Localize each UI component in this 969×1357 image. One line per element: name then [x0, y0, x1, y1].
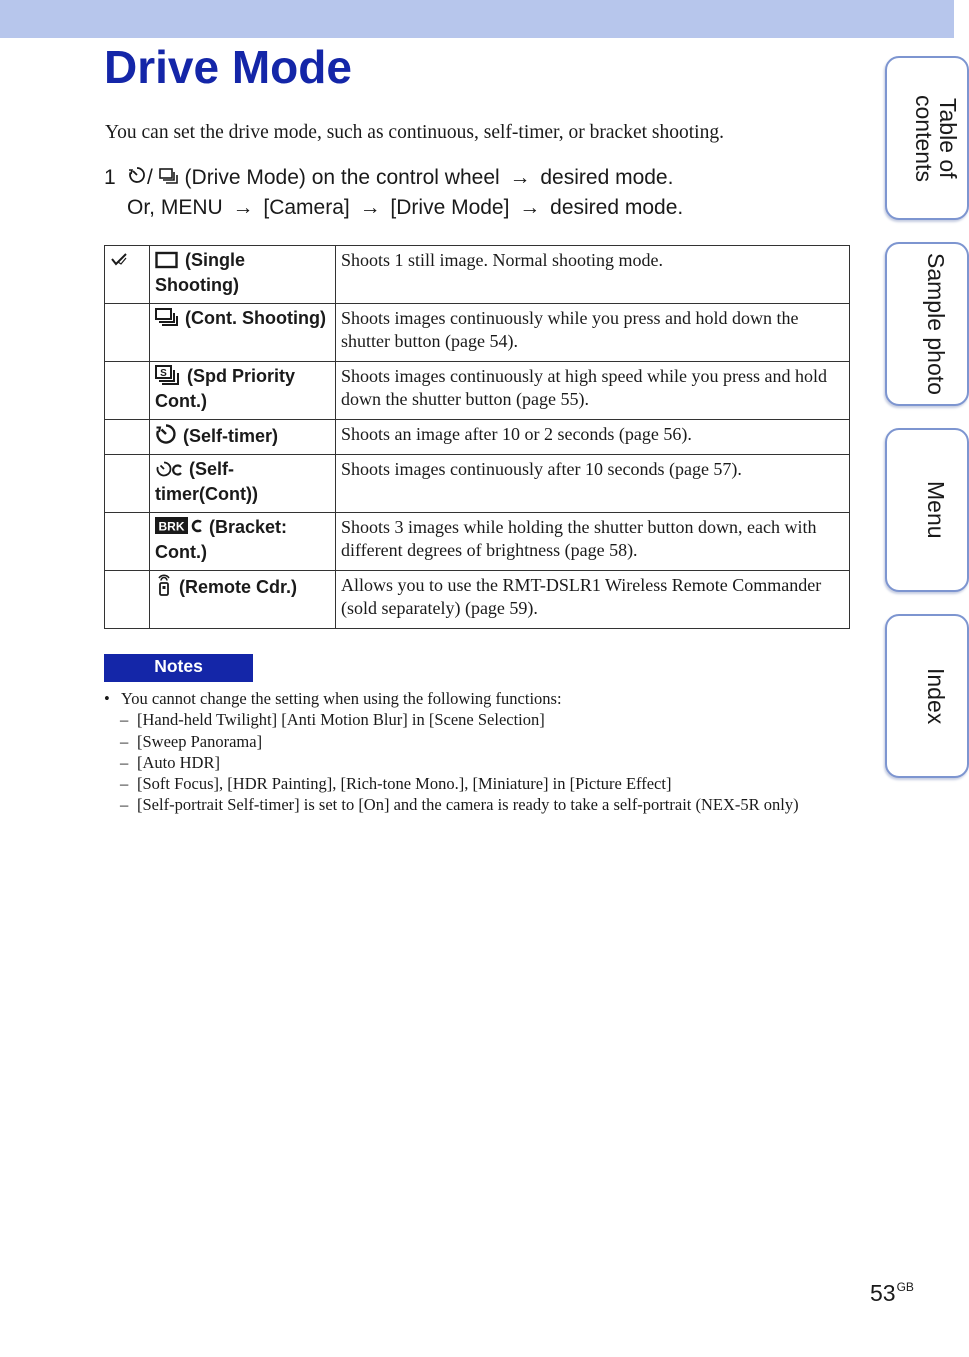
desired-mode-text: desired mode. [540, 166, 674, 189]
step-instruction [104, 163, 844, 222]
single-shooting-icon [155, 251, 179, 274]
table-row [105, 420, 850, 455]
tab-label: Sample photo [923, 253, 949, 395]
table-row [105, 455, 850, 513]
table-row [105, 571, 850, 629]
table-row [105, 362, 850, 420]
note-sub-text: [Self-portrait Self-timer] is set to [On] and the camera is ready to take a self-portrait (NEX-5R only) [137, 795, 799, 815]
default-cell [105, 513, 150, 571]
tab-label: Index [923, 667, 949, 725]
arrow-icon: → [359, 195, 381, 219]
note-sub-text: [Hand-held Twilight] [Anti Motion Blur] in [Scene Selection] [137, 710, 545, 730]
mode-name-cell [150, 362, 336, 420]
mode-description-cell [336, 455, 850, 513]
default-cell [105, 362, 150, 420]
default-cell [105, 571, 150, 629]
mode-name-cell [150, 571, 336, 629]
mode-name: (Cont. Shooting) [185, 308, 326, 328]
tab-menu[interactable] [885, 428, 969, 592]
self-timer-icon [155, 423, 177, 450]
mode-description: Shoots 1 still image. Normal shooting mode. [341, 250, 663, 270]
mode-description: Shoots images continuously at high speed while you press and hold down the shutter button (page 55). [341, 366, 827, 409]
svg-text:BRK: BRK [158, 519, 185, 534]
self-timer-cont-icon [155, 460, 183, 483]
mode-name: (Spd Priority Cont.) [155, 366, 296, 411]
top-color-band [0, 0, 954, 38]
table-row [105, 246, 850, 304]
mode-description-cell [336, 420, 850, 455]
mode-name-cell [150, 304, 336, 362]
spd-priority-icon [155, 365, 181, 390]
note-sub-text: [Soft Focus], [HDR Painting], [Rich-tone Mono.], [Miniature] in [Picture Effect] [137, 774, 672, 794]
default-cell [105, 455, 150, 513]
notes-list [104, 688, 864, 816]
note-sub-item [104, 709, 864, 730]
mode-name-cell [150, 455, 336, 513]
drive-mode-table [104, 245, 850, 629]
self-timer-icon [127, 164, 147, 193]
arrow-icon: → [509, 166, 531, 189]
mode-description: Shoots an image after 10 or 2 seconds (page 56). [341, 424, 692, 444]
cont-shooting-icon [155, 307, 179, 332]
note-text: You cannot change the setting when using the following functions: [121, 689, 562, 708]
step-line-2 [127, 193, 867, 222]
dash: – [120, 731, 129, 751]
mode-name-cell [150, 513, 336, 571]
default-check-icon [110, 252, 128, 266]
table-row [105, 513, 850, 571]
page-title: Drive Mode [104, 41, 352, 93]
icon-separator: / [147, 166, 153, 189]
arrow-icon: → [232, 195, 254, 219]
dash: – [120, 774, 129, 794]
tab-label: Table of contents [911, 94, 961, 182]
default-cell [105, 304, 150, 362]
tab-table-of-contents[interactable] [885, 56, 969, 220]
step-number: 1 [104, 166, 116, 189]
menu-text: Or, MENU [127, 195, 223, 219]
tab-index[interactable] [885, 614, 969, 778]
mode-name: (Remote Cdr.) [179, 577, 298, 597]
mode-description: Shoots images continuously while you press and hold down the shutter button (page 54). [341, 308, 799, 351]
desired-mode-text: desired mode. [550, 195, 684, 219]
step-line-1 [127, 163, 867, 193]
note-sub-item [104, 773, 864, 794]
mode-name: (Bracket: Cont.) [155, 517, 288, 562]
note-sub-text: [Auto HDR] [137, 752, 220, 772]
dash: – [120, 710, 129, 730]
page-number-value: 53 [870, 1280, 896, 1306]
mode-description: Shoots images continuously after 10 seconds (page 57). [341, 459, 742, 479]
note-sub-text: [Sweep Panorama] [137, 731, 263, 751]
tab-sample-photo[interactable] [885, 242, 969, 406]
mode-name: (Self-timer(Cont)) [155, 459, 258, 504]
svg-text:S: S [160, 368, 167, 379]
mode-description: Allows you to use the RMT-DSLR1 Wireless Remote Commander (sold separately) (page 59). [341, 575, 822, 618]
mode-description: Shoots 3 images while holding the shutter button down, each with different degrees of brightness (page 58). [341, 517, 817, 560]
tab-label: Menu [923, 481, 949, 539]
bullet: • [104, 689, 110, 708]
dash: – [120, 795, 129, 815]
mode-description-cell [336, 571, 850, 629]
mode-description-cell [336, 246, 850, 304]
mode-name: (Single Shooting) [155, 250, 246, 295]
note-item [104, 688, 864, 709]
page-number [870, 1280, 914, 1307]
mode-name-cell [150, 420, 336, 455]
notes-heading: Notes [104, 654, 253, 682]
mode-name: (Self-timer) [183, 426, 279, 446]
note-sub-item [104, 752, 864, 773]
remote-commander-icon [155, 574, 173, 601]
dash: – [120, 752, 129, 772]
note-sub-item [104, 731, 864, 752]
default-cell [105, 420, 150, 455]
camera-menu-text: [Camera] [263, 195, 350, 219]
cont-shooting-icon [159, 164, 179, 193]
note-sub-item [104, 794, 864, 815]
page-number-suffix: GB [896, 1280, 914, 1294]
mode-description-cell [336, 362, 850, 420]
drive-mode-menu-text: [Drive Mode] [390, 195, 510, 219]
mode-name-cell [150, 246, 336, 304]
intro-text: You can set the drive mode, such as continuous, self-timer, or bracket shooting. [105, 122, 724, 143]
table-row [105, 304, 850, 362]
mode-description-cell [336, 304, 850, 362]
bracket-icon [155, 516, 203, 541]
arrow-icon: → [519, 195, 541, 219]
drive-mode-text: (Drive Mode) on the control wheel [184, 166, 500, 189]
mode-description-cell [336, 513, 850, 571]
default-cell [105, 246, 150, 304]
